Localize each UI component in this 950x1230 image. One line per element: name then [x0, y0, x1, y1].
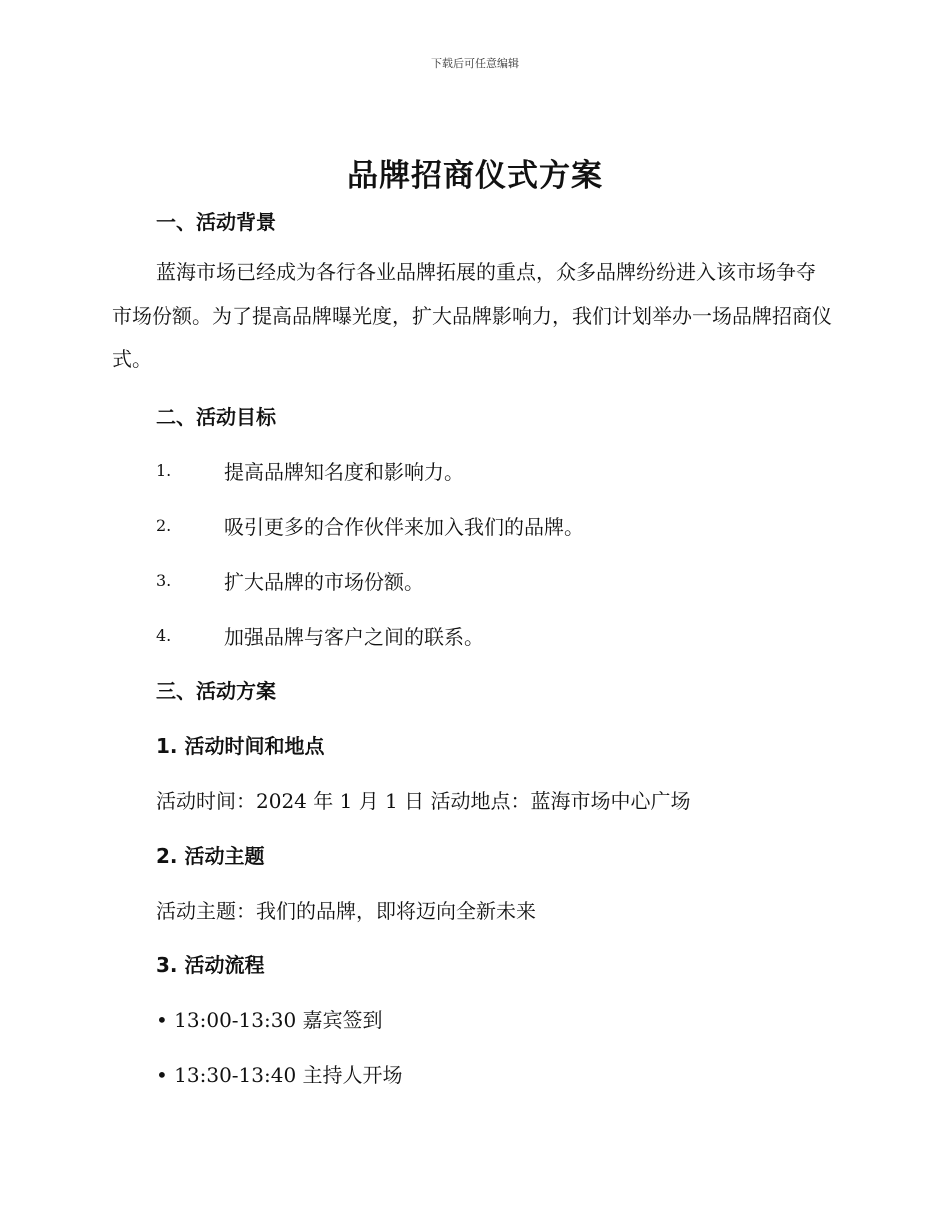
background-paragraph: 蓝海市场已经成为各行各业品牌拓展的重点，众多品牌纷纷进入该市场争夺市场份额。为了提高品牌曝光度，扩大品牌影响力，我们计划举办一场品牌招商仪式。 — [112, 260, 832, 371]
header-note: 下载后可任意编辑 — [431, 57, 519, 70]
schedule-item: • 13:00-13:30 嘉宾签到 — [156, 1008, 383, 1032]
section-heading-plan: 三、活动方案 — [156, 679, 276, 703]
list-item-number: 1. — [156, 461, 172, 480]
theme-text: 活动主题：我们的品牌，即将迈向全新未来 — [156, 899, 536, 923]
section-heading-background: 一、活动背景 — [156, 210, 276, 234]
list-item-text: 加强品牌与客户之间的联系。 — [224, 625, 484, 649]
subheading-schedule: 3. 活动流程 — [156, 953, 265, 977]
list-item-number: 2. — [156, 516, 172, 535]
section-heading-goals: 二、活动目标 — [156, 405, 276, 429]
list-item-number: 4. — [156, 626, 172, 645]
subheading-time-location: 1. 活动时间和地点 — [156, 734, 325, 758]
list-item-number: 3. — [156, 571, 172, 590]
document-title: 品牌招商仪式方案 — [347, 158, 603, 194]
subheading-theme: 2. 活动主题 — [156, 844, 265, 868]
list-item-text: 扩大品牌的市场份额。 — [224, 570, 424, 594]
list-item-text: 提高品牌知名度和影响力。 — [224, 460, 464, 484]
list-item-text: 吸引更多的合作伙伴来加入我们的品牌。 — [224, 515, 584, 539]
schedule-item: • 13:30-13:40 主持人开场 — [156, 1063, 403, 1087]
time-location-text: 活动时间：2024 年 1 月 1 日 活动地点：蓝海市场中心广场 — [156, 789, 691, 813]
